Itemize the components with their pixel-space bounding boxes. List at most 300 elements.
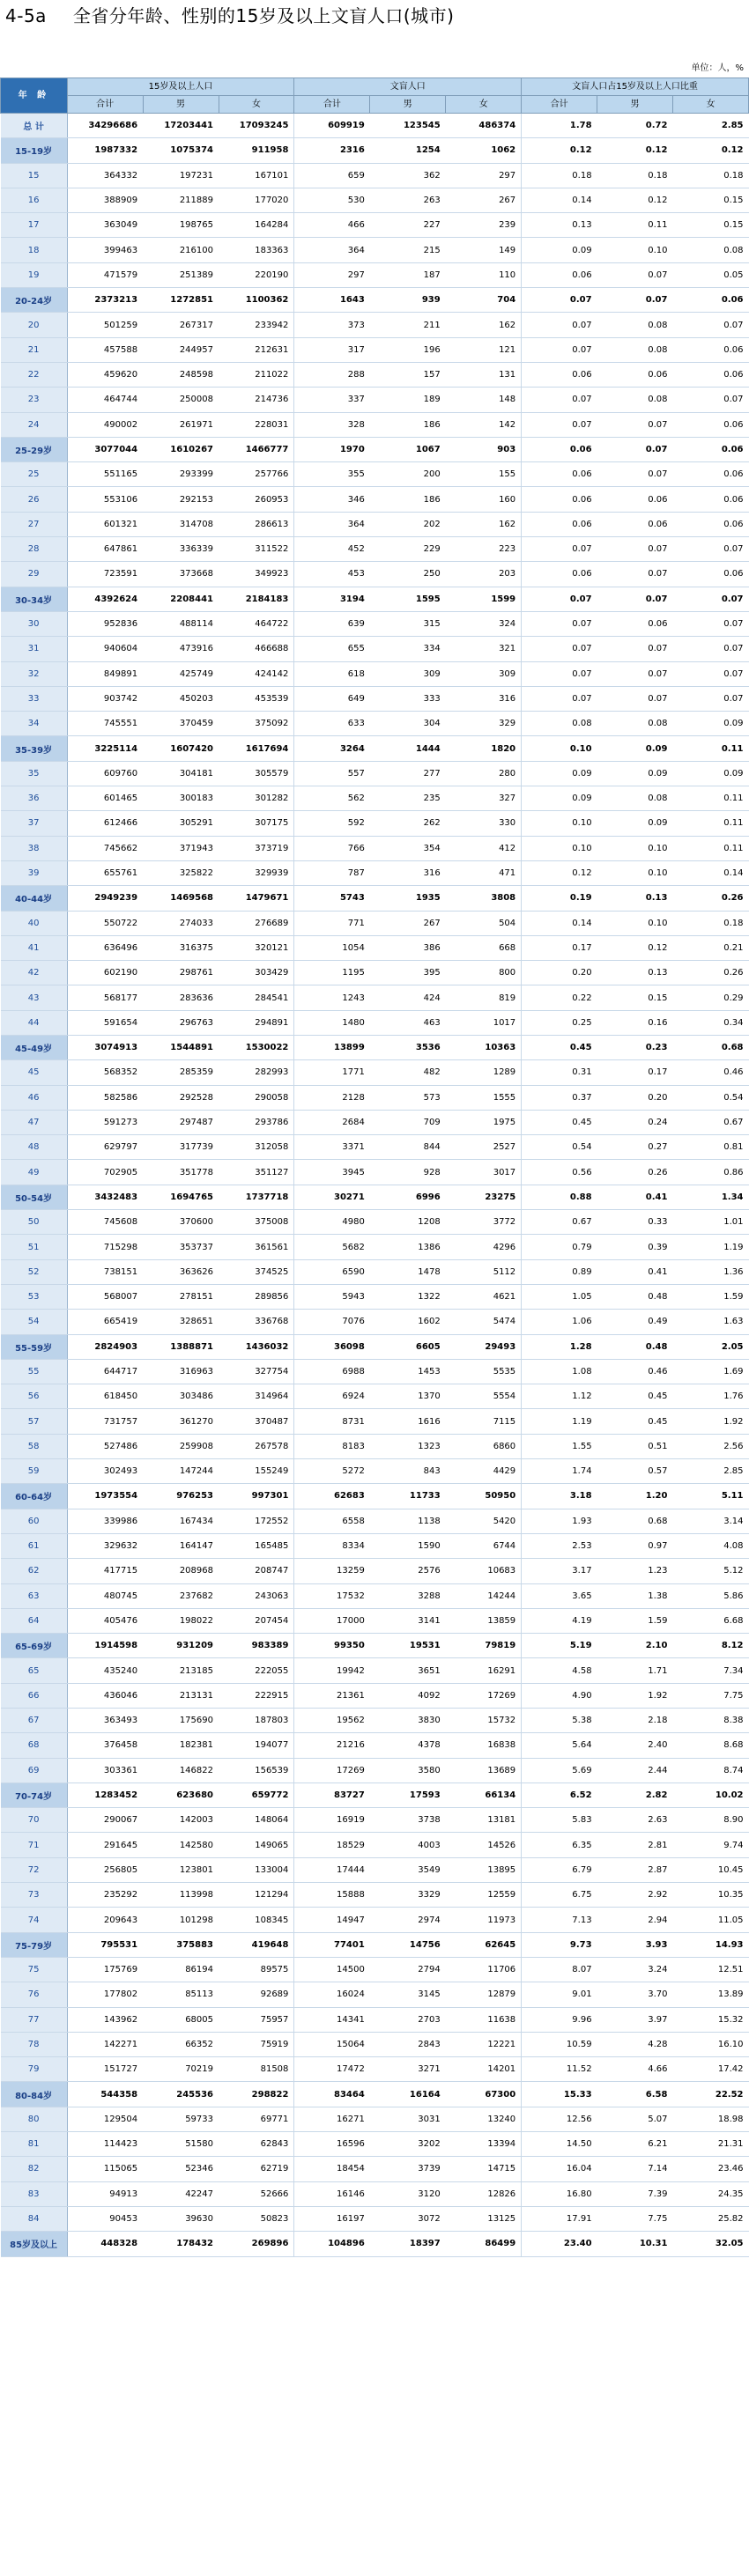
table-row — [1, 1210, 749, 1235]
value-cell: 983389 — [219, 1634, 294, 1658]
value-cell: 123801 — [143, 1857, 219, 1882]
value-cell: 280 — [446, 761, 522, 786]
value-cell: 0.10 — [597, 860, 673, 885]
value-cell: 1.19 — [522, 1409, 597, 1434]
value-cell: 208747 — [219, 1559, 294, 1583]
value-cell: 75919 — [219, 2032, 294, 2056]
value-cell: 0.18 — [597, 163, 673, 188]
age-cell: 79 — [1, 2057, 68, 2082]
value-cell: 25.82 — [672, 2206, 748, 2231]
value-cell: 18397 — [370, 2232, 446, 2256]
value-cell: 13895 — [446, 1857, 522, 1882]
value-cell: 304181 — [143, 761, 219, 786]
value-cell: 3808 — [446, 886, 522, 911]
value-cell: 3271 — [370, 2057, 446, 2082]
value-cell: 0.48 — [597, 1334, 673, 1359]
value-cell: 0.31 — [522, 1060, 597, 1085]
age-cell: 76 — [1, 1982, 68, 2007]
value-cell: 316963 — [143, 1359, 219, 1384]
value-cell: 395 — [370, 961, 446, 985]
value-cell: 3329 — [370, 1883, 446, 1908]
value-cell: 7.34 — [672, 1658, 748, 1683]
subheader-total: 合计 — [67, 96, 143, 114]
age-cell: 40-44岁 — [1, 886, 68, 911]
value-cell: 14341 — [294, 2007, 370, 2032]
value-cell: 321 — [446, 637, 522, 661]
value-cell: 3017 — [446, 1160, 522, 1185]
value-cell: 29493 — [446, 1334, 522, 1359]
value-cell: 302493 — [67, 1459, 143, 1484]
value-cell: 361561 — [219, 1235, 294, 1259]
value-cell: 15.33 — [522, 2082, 597, 2107]
value-cell: 142271 — [67, 2032, 143, 2056]
value-cell: 562 — [294, 786, 370, 811]
value-cell: 364 — [294, 238, 370, 262]
value-cell: 212631 — [219, 337, 294, 362]
value-cell: 34296686 — [67, 114, 143, 138]
table-row — [1, 337, 749, 362]
value-cell: 3.18 — [522, 1484, 597, 1509]
value-cell: 362 — [370, 163, 446, 188]
value-cell: 473916 — [143, 637, 219, 661]
value-cell: 39630 — [143, 2206, 219, 2231]
value-cell: 227 — [370, 213, 446, 238]
value-cell: 316375 — [143, 935, 219, 960]
value-cell: 9.74 — [672, 1833, 748, 1857]
value-cell: 186 — [370, 487, 446, 512]
value-cell: 412 — [446, 836, 522, 860]
value-cell: 424 — [370, 985, 446, 1010]
value-cell: 162 — [446, 512, 522, 536]
value-cell: 211889 — [143, 188, 219, 212]
value-cell: 0.09 — [597, 811, 673, 836]
value-cell: 9.73 — [522, 1932, 597, 1957]
value-cell: 16596 — [294, 2132, 370, 2157]
value-cell: 7.13 — [522, 1908, 597, 1932]
value-cell: 1737718 — [219, 1185, 294, 1209]
value-cell: 4378 — [370, 1733, 446, 1758]
table-row — [1, 1559, 749, 1583]
table-row — [1, 1110, 749, 1134]
table-row — [1, 761, 749, 786]
value-cell: 62683 — [294, 1484, 370, 1509]
value-cell: 745662 — [67, 836, 143, 860]
value-cell: 0.06 — [522, 512, 597, 536]
age-cell: 47 — [1, 1110, 68, 1134]
age-cell: 42 — [1, 961, 68, 985]
value-cell: 0.09 — [522, 786, 597, 811]
value-cell: 1643 — [294, 288, 370, 313]
table-row — [1, 487, 749, 512]
value-cell: 148064 — [219, 1808, 294, 1833]
value-cell: 1.59 — [597, 1608, 673, 1633]
table-row — [1, 961, 749, 985]
value-cell: 3738 — [370, 1808, 446, 1833]
value-cell: 286613 — [219, 512, 294, 536]
value-cell: 911958 — [219, 138, 294, 163]
age-cell: 33 — [1, 686, 68, 711]
value-cell: 1479671 — [219, 886, 294, 911]
value-cell: 553106 — [67, 487, 143, 512]
value-cell: 59733 — [143, 2107, 219, 2131]
value-cell: 363626 — [143, 1259, 219, 1284]
value-cell: 1067 — [370, 437, 446, 461]
value-cell: 305291 — [143, 811, 219, 836]
value-cell: 13259 — [294, 1559, 370, 1583]
value-cell: 50823 — [219, 2206, 294, 2231]
value-cell: 1283452 — [67, 1783, 143, 1807]
age-group-row — [1, 1035, 749, 1059]
value-cell: 1771 — [294, 1060, 370, 1085]
value-cell: 3580 — [370, 1758, 446, 1783]
value-cell: 609919 — [294, 114, 370, 138]
value-cell: 5682 — [294, 1235, 370, 1259]
value-cell: 4092 — [370, 1683, 446, 1708]
value-cell: 9.01 — [522, 1982, 597, 2007]
age-cell: 74 — [1, 1908, 68, 1932]
age-cell: 78 — [1, 2032, 68, 2056]
value-cell: 0.08 — [597, 337, 673, 362]
value-cell: 17.42 — [672, 2057, 748, 2082]
value-cell: 336768 — [219, 1310, 294, 1334]
value-cell: 0.26 — [672, 961, 748, 985]
value-cell: 13.89 — [672, 1982, 748, 2007]
value-cell: 709 — [370, 1110, 446, 1134]
value-cell: 6.58 — [597, 2082, 673, 2107]
value-cell: 0.37 — [522, 1085, 597, 1110]
value-cell: 355 — [294, 462, 370, 487]
age-cell: 39 — [1, 860, 68, 885]
table-row — [1, 262, 749, 287]
value-cell: 363493 — [67, 1709, 143, 1733]
value-cell: 336339 — [143, 537, 219, 562]
value-cell: 165485 — [219, 1533, 294, 1558]
value-cell: 2373213 — [67, 288, 143, 313]
value-cell: 5743 — [294, 886, 370, 911]
value-cell: 649 — [294, 686, 370, 711]
value-cell: 612466 — [67, 811, 143, 836]
value-cell: 0.10 — [522, 836, 597, 860]
value-cell: 3031 — [370, 2107, 446, 2131]
value-cell: 211022 — [219, 362, 294, 387]
value-cell: 11706 — [446, 1957, 522, 1982]
value-cell: 0.10 — [522, 811, 597, 836]
value-cell: 373 — [294, 313, 370, 337]
value-cell: 504 — [446, 911, 522, 935]
value-cell: 7.14 — [597, 2157, 673, 2181]
value-cell: 237682 — [143, 1583, 219, 1608]
value-cell: 2.56 — [672, 1434, 748, 1458]
value-cell: 1138 — [370, 1509, 446, 1533]
value-cell: 0.06 — [522, 362, 597, 387]
value-cell: 177020 — [219, 188, 294, 212]
value-cell: 0.12 — [597, 935, 673, 960]
value-cell: 202 — [370, 512, 446, 536]
value-cell: 399463 — [67, 238, 143, 262]
value-cell: 425749 — [143, 661, 219, 686]
group-header-illiterate: 文盲人口 — [294, 78, 522, 96]
value-cell: 3945 — [294, 1160, 370, 1185]
value-cell: 0.06 — [672, 462, 748, 487]
value-cell: 370459 — [143, 712, 219, 736]
value-cell: 940604 — [67, 637, 143, 661]
table-row — [1, 1409, 749, 1434]
value-cell: 0.07 — [672, 661, 748, 686]
value-cell: 1610267 — [143, 437, 219, 461]
value-cell: 665419 — [67, 1310, 143, 1334]
value-cell: 164284 — [219, 213, 294, 238]
value-cell: 0.06 — [672, 288, 748, 313]
value-cell: 10.31 — [597, 2232, 673, 2256]
value-cell: 17.91 — [522, 2206, 597, 2231]
age-group-row — [1, 288, 749, 313]
value-cell: 453539 — [219, 686, 294, 711]
value-cell: 0.06 — [672, 512, 748, 536]
age-cell: 54 — [1, 1310, 68, 1334]
value-cell: 1.20 — [597, 1484, 673, 1509]
value-cell: 7076 — [294, 1310, 370, 1334]
value-cell: 568177 — [67, 985, 143, 1010]
value-cell: 0.07 — [522, 388, 597, 412]
table-row — [1, 661, 749, 686]
value-cell: 110 — [446, 262, 522, 287]
value-cell: 471579 — [67, 262, 143, 287]
value-cell: 0.10 — [597, 911, 673, 935]
value-cell: 4003 — [370, 1833, 446, 1857]
value-cell: 143962 — [67, 2007, 143, 2032]
value-cell: 0.29 — [672, 985, 748, 1010]
value-cell: 2.85 — [672, 1459, 748, 1484]
value-cell: 263 — [370, 188, 446, 212]
value-cell: 69771 — [219, 2107, 294, 2131]
table-row — [1, 188, 749, 212]
value-cell: 1478 — [370, 1259, 446, 1284]
value-cell: 0.07 — [672, 587, 748, 611]
value-cell: 291645 — [67, 1833, 143, 1857]
subheader-total: 合计 — [294, 96, 370, 114]
value-cell: 16024 — [294, 1982, 370, 2007]
value-cell: 568352 — [67, 1060, 143, 1085]
sub-header-row — [1, 96, 749, 114]
value-cell: 12826 — [446, 2181, 522, 2206]
value-cell: 5420 — [446, 1509, 522, 1533]
age-cell: 17 — [1, 213, 68, 238]
value-cell: 0.07 — [597, 587, 673, 611]
value-cell: 0.07 — [672, 611, 748, 636]
value-cell: 436046 — [67, 1683, 143, 1708]
table-row — [1, 1284, 749, 1309]
value-cell: 3141 — [370, 1608, 446, 1633]
value-cell: 16197 — [294, 2206, 370, 2231]
value-cell: 771 — [294, 911, 370, 935]
value-cell: 296763 — [143, 1010, 219, 1035]
value-cell: 15888 — [294, 1883, 370, 1908]
value-cell: 609760 — [67, 761, 143, 786]
value-cell: 0.08 — [597, 388, 673, 412]
value-cell: 0.57 — [597, 1459, 673, 1484]
value-cell: 1243 — [294, 985, 370, 1010]
value-cell: 6924 — [294, 1384, 370, 1409]
value-cell: 146822 — [143, 1758, 219, 1783]
value-cell: 133004 — [219, 1857, 294, 1882]
value-cell: 388909 — [67, 188, 143, 212]
value-cell: 2.53 — [522, 1533, 597, 1558]
value-cell: 4.58 — [522, 1658, 597, 1683]
age-cell: 16 — [1, 188, 68, 212]
age-group-row — [1, 2232, 749, 2256]
value-cell: 17269 — [294, 1758, 370, 1783]
value-cell: 1.63 — [672, 1310, 748, 1334]
value-cell: 0.21 — [672, 935, 748, 960]
table-row — [1, 2057, 749, 2082]
value-cell: 1935 — [370, 886, 446, 911]
table-row — [1, 860, 749, 885]
value-cell: 8731 — [294, 1409, 370, 1434]
value-cell: 6744 — [446, 1533, 522, 1558]
value-cell: 15732 — [446, 1709, 522, 1733]
value-cell: 239 — [446, 213, 522, 238]
value-cell: 0.07 — [672, 313, 748, 337]
value-cell: 0.07 — [597, 562, 673, 587]
value-cell: 363049 — [67, 213, 143, 238]
value-cell: 4.66 — [597, 2057, 673, 2082]
value-cell: 375092 — [219, 712, 294, 736]
value-cell: 2128 — [294, 1085, 370, 1110]
value-cell: 1987332 — [67, 138, 143, 163]
value-cell: 24.35 — [672, 2181, 748, 2206]
value-cell: 21216 — [294, 1733, 370, 1758]
value-cell: 14.50 — [522, 2132, 597, 2157]
age-group-row — [1, 587, 749, 611]
value-cell: 1530022 — [219, 1035, 294, 1059]
value-cell: 167434 — [143, 1509, 219, 1533]
value-cell: 800 — [446, 961, 522, 985]
value-cell: 1590 — [370, 1533, 446, 1558]
value-cell: 1.92 — [597, 1683, 673, 1708]
age-cell: 26 — [1, 487, 68, 512]
age-cell: 37 — [1, 811, 68, 836]
value-cell: 6.79 — [522, 1857, 597, 1882]
age-cell: 53 — [1, 1284, 68, 1309]
value-cell: 328651 — [143, 1310, 219, 1334]
value-cell: 3536 — [370, 1035, 446, 1059]
value-cell: 6.21 — [597, 2132, 673, 2157]
value-cell: 364 — [294, 512, 370, 536]
value-cell: 2794 — [370, 1957, 446, 1982]
value-cell: 7.75 — [672, 1683, 748, 1708]
value-cell: 452 — [294, 537, 370, 562]
table-row — [1, 537, 749, 562]
table-row — [1, 637, 749, 661]
subheader-male: 男 — [597, 96, 673, 114]
value-cell: 14.93 — [672, 1932, 748, 1957]
value-cell: 328 — [294, 412, 370, 437]
value-cell: 75957 — [219, 2007, 294, 2032]
value-cell: 8.12 — [672, 1634, 748, 1658]
table-row — [1, 1683, 749, 1708]
value-cell: 568007 — [67, 1284, 143, 1309]
age-cell: 30-34岁 — [1, 587, 68, 611]
value-cell: 486374 — [446, 114, 522, 138]
value-cell: 602190 — [67, 961, 143, 985]
value-cell: 90453 — [67, 2206, 143, 2231]
age-cell: 总 计 — [1, 114, 68, 138]
value-cell: 2974 — [370, 1908, 446, 1932]
table-row — [1, 1533, 749, 1558]
value-cell: 142003 — [143, 1808, 219, 1833]
table-row — [1, 2032, 749, 2056]
value-cell: 329939 — [219, 860, 294, 885]
value-cell: 250 — [370, 562, 446, 587]
value-cell: 5535 — [446, 1359, 522, 1384]
value-cell: 371943 — [143, 836, 219, 860]
value-cell: 373719 — [219, 836, 294, 860]
value-cell: 298761 — [143, 961, 219, 985]
value-cell: 2.94 — [597, 1908, 673, 1932]
table-row — [1, 1060, 749, 1085]
age-cell: 15-19岁 — [1, 138, 68, 163]
value-cell: 14526 — [446, 1833, 522, 1857]
table-row — [1, 2007, 749, 2032]
value-cell: 0.12 — [597, 188, 673, 212]
value-cell: 0.68 — [597, 1509, 673, 1533]
age-cell: 72 — [1, 1857, 68, 1882]
value-cell: 4.90 — [522, 1683, 597, 1708]
value-cell: 5.38 — [522, 1709, 597, 1733]
value-cell: 1914598 — [67, 1634, 143, 1658]
value-cell: 277 — [370, 761, 446, 786]
value-cell: 591654 — [67, 1010, 143, 1035]
value-cell: 466688 — [219, 637, 294, 661]
value-cell: 339986 — [67, 1509, 143, 1533]
value-cell: 490002 — [67, 412, 143, 437]
value-cell: 0.07 — [597, 262, 673, 287]
subheader-total: 合计 — [522, 96, 597, 114]
table-row — [1, 1982, 749, 2007]
value-cell: 298822 — [219, 2082, 294, 2107]
age-cell: 80-84岁 — [1, 2082, 68, 2107]
age-cell: 85岁及以上 — [1, 2232, 68, 2256]
table-row — [1, 712, 749, 736]
value-cell: 3739 — [370, 2157, 446, 2181]
value-cell: 466 — [294, 213, 370, 238]
value-cell: 573 — [370, 1085, 446, 1110]
value-cell: 544358 — [67, 2082, 143, 2107]
value-cell: 0.13 — [522, 213, 597, 238]
value-cell: 618450 — [67, 1384, 143, 1409]
age-cell: 34 — [1, 712, 68, 736]
value-cell: 0.13 — [597, 886, 673, 911]
value-cell: 17444 — [294, 1857, 370, 1882]
table-row — [1, 388, 749, 412]
value-cell: 0.07 — [522, 637, 597, 661]
value-cell: 178432 — [143, 2232, 219, 2256]
table-row — [1, 1010, 749, 1035]
value-cell: 10683 — [446, 1559, 522, 1583]
value-cell: 0.05 — [672, 262, 748, 287]
value-cell: 0.06 — [597, 611, 673, 636]
value-cell: 6558 — [294, 1509, 370, 1533]
value-cell: 0.09 — [522, 238, 597, 262]
age-cell: 82 — [1, 2157, 68, 2181]
value-cell: 108345 — [219, 1908, 294, 1932]
value-cell: 51580 — [143, 2132, 219, 2157]
age-cell: 65 — [1, 1658, 68, 1683]
value-cell: 464722 — [219, 611, 294, 636]
value-cell: 1.92 — [672, 1409, 748, 1434]
age-cell: 49 — [1, 1160, 68, 1185]
value-cell: 1.76 — [672, 1384, 748, 1409]
